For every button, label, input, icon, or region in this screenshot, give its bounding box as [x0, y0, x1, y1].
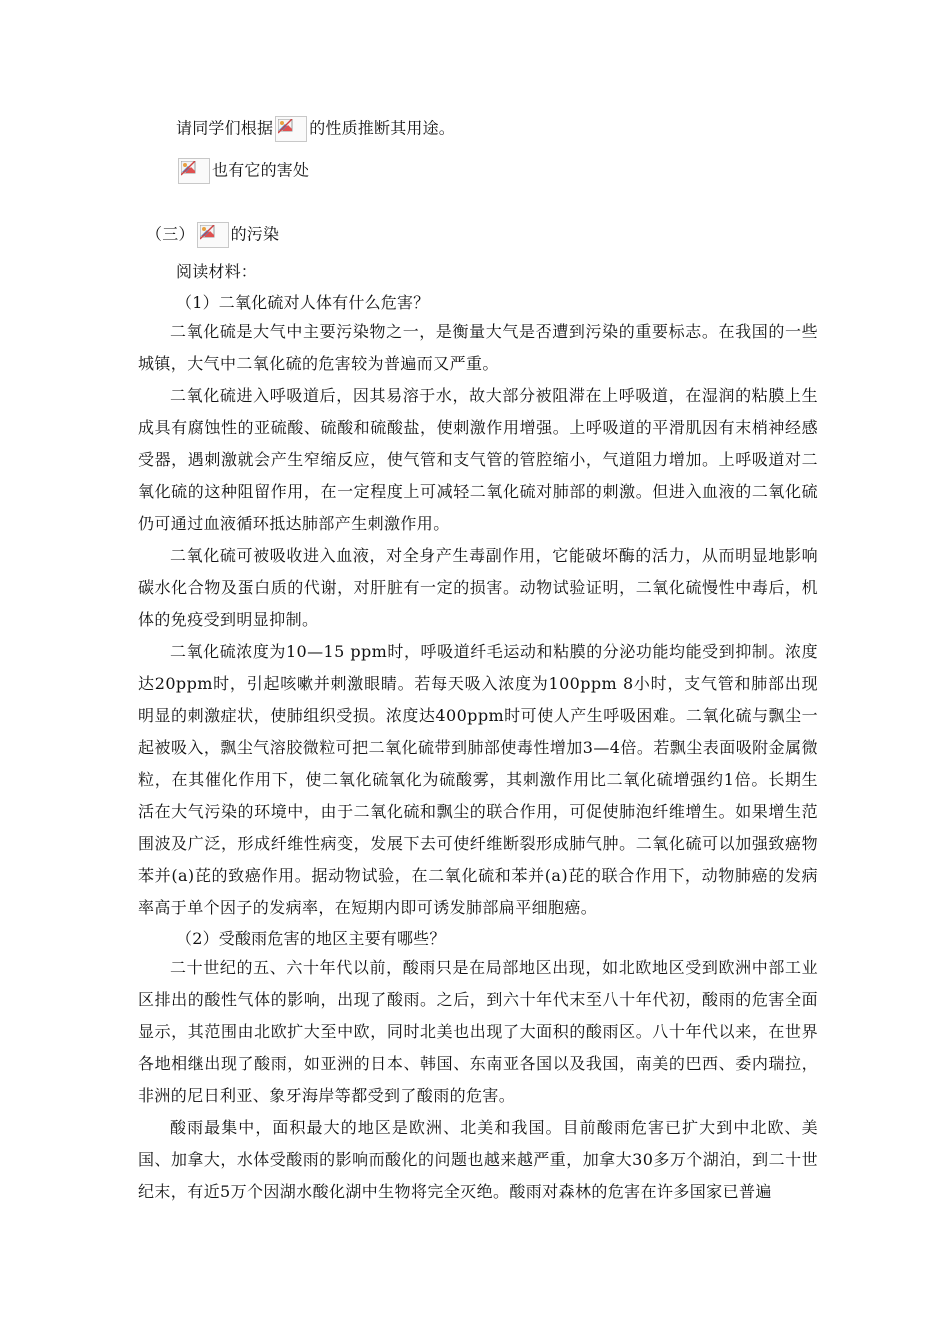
- paragraph-6: 酸雨最集中，面积最大的地区是欧洲、北美和我国。目前酸雨危害已扩大到中北欧、美国、加拿大，水体受酸雨的影响而酸化的问题也越来越严重，加拿大30多万个湖泊，到二十世纪末，有近5万个因湖水酸化湖中生物将完全灭绝。酸雨对森林的危害在许多国家已普遍: [138, 1118, 818, 1201]
- paragraph-4: 二氧化硫浓度为10—15 ppm时，呼吸道纤毛运动和粘膜的分泌功能均能受到抑制。浓度达20ppm时，引起咳嗽并刺激眼睛。若每天吸入浓度为100ppm 8小时，支气管和肺部出现明显的刺激症状，使肺组织受损。浓度达400ppm时可使人产生呼吸困难。二氧化硫与飘尘一起被吸入，飘尘气溶胶微粒可把二氧化硫带到肺部使毒性增加3—4倍。若飘尘表面吸附金属微粒，在其催化作用下，使二氧化硫氧化为硫酸雾，其刺激作用比二氧化硫增强约1倍。长期生活在大气污染的环境中，由于二氧化硫和飘尘的联合作用，可促使肺泡纤维增生。如果增生范围波及广泛，形成纤维性病变，发展下去可使纤维断裂形成肺气肿。二氧化硫可以加强致癌物苯并(a)芘的致癌作用。据动物试验，在二氧化硫和苯并(a)芘的联合作用下，动物肺癌的发病率高于单个因子的发病率，在短期内即可诱发肺部扁平细胞癌。: [138, 642, 818, 917]
- paragraph-3: 二氧化硫可被吸收进入血液，对全身产生毒副作用，它能破坏酶的活力，从而明显地影响碳水化合物及蛋白质的代谢，对肝脏有一定的损害。动物试验证明，二氧化硫慢性中毒后，机体的免疫受到明显抑制。: [138, 546, 818, 629]
- reading-label: 阅读材料：: [176, 262, 258, 281]
- paragraph-1: 二氧化硫是大气中主要污染物之一，是衡量大气是否遭到污染的重要标志。在我国的一些城镇，大气中二氧化硫的危害较为普遍而又严重。: [138, 322, 818, 373]
- intro-line-1-before: 请同学们根据: [176, 118, 274, 138]
- broken-image-icon: [178, 158, 210, 184]
- intro-line-2-after: 也有它的害处: [212, 160, 310, 180]
- intro-line-1-after: 的性质推断其用途。: [309, 118, 456, 138]
- question-2: （2）受酸雨危害的地区主要有哪些？: [176, 929, 446, 948]
- intro-line-1: [176, 116, 455, 142]
- paragraph-2: 二氧化硫进入呼吸道后，因其易溶于水，故大部分被阻滞在上呼吸道，在湿润的粘膜上生成具有腐蚀性的亚硫酸、硫酸和硫酸盐，使刺激作用增强。上呼吸道的平滑肌因有末梢神经感受器，遇刺激就会产生窄缩反应，使气管和支气管的管腔缩小，气道阻力增加。上呼吸道对二氧化硫的这种阻留作用，在一定程度上可减轻二氧化硫对肺部的刺激。但进入血液的二氧化硫仍可通过血液循环抵达肺部产生刺激作用。: [138, 386, 818, 533]
- section-prefix: （三）: [146, 224, 195, 244]
- section-title: 的污染: [230, 224, 280, 244]
- broken-image-icon: [197, 222, 229, 248]
- paragraph-5: 二十世纪的五、六十年代以前，酸雨只是在局部地区出现，如北欧地区受到欧洲中部工业区排出的酸性气体的影响，出现了酸雨。之后，到六十年代末至八十年代初，酸雨的危害全面显示，其范围由北欧扩大至中欧，同时北美也出现了大面积的酸雨区。八十年代以来，在世界各地相继出现了酸雨，如亚洲的日本、韩国、东南亚各国以及我国，南美的巴西、委内瑞拉，非洲的尼日利亚、象牙海岸等都受到了酸雨的危害。: [138, 958, 818, 1105]
- broken-image-icon: [275, 116, 307, 142]
- question-1: （1）二氧化硫对人体有什么危害？: [176, 293, 430, 312]
- intro-line-2: [176, 158, 309, 184]
- section-heading: [146, 222, 279, 248]
